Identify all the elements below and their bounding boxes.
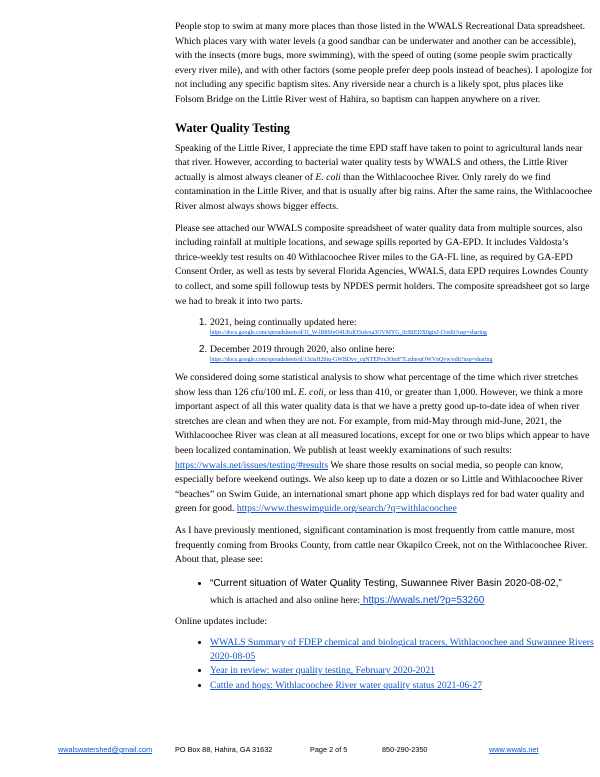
- report-list: [175, 575, 594, 609]
- paragraph-text: We share those results on social media, so people can know, especially before weekend outings. We also keep up to date a dozen or so Little and Withlacoochee River “beaches” on Swim Guide, an international smart phone app which displays red for bad water quality and green for good.: [175, 459, 585, 515]
- paragraph-little-river: [175, 142, 594, 215]
- report-note: which is attached and also online here:: [210, 594, 361, 606]
- list-item-label: 2021, being continually updated here:: [210, 317, 357, 329]
- page-footer: [58, 745, 600, 759]
- report-link[interactable]: https://wwals.net/?p=53260: [360, 594, 485, 606]
- list-item: [210, 316, 594, 338]
- section-heading: Water Quality Testing: [175, 120, 290, 135]
- paragraph-text: than the Withlacoochee River. Only rarely do we find contamination in the Little River, and that is usually after big rains. After the same rains, the Withlacoochee River almost always shows bigger effects.: [175, 171, 593, 212]
- list-item: [210, 664, 594, 678]
- spreadsheet-2019-2020-link[interactable]: https://docs.google.com/spreadsheets/d/13ctsH20iq-GWBDvv_cqNTEPvx3OmF7LzdnoqOWVnQvw/edit?usp=sharing: [210, 357, 493, 364]
- list-item-label: December 2019 through 2020, also online here:: [210, 344, 395, 356]
- updates-list: [175, 636, 594, 692]
- paragraph-swimming: People stop to swim at many more places than those listed in the WWALS Recreational Data spreadsheet. Which places vary with water levels (a good sandbar can be underwater and another can be accessible), with the insects (more bugs, more swimming), with the speed of outing (some people swim practically every river mile), and with other factors (some people prefer deep pools instead of beaches). I apologize for not including any specific baptism sites. Any riverside near a church is a likely spot, plus places like Folsom Bridge on the Little River west of Hahira, so baptism can happen anywhere on a river.: [175, 21, 593, 105]
- footer-page-number: Page 2 of 5: [310, 745, 348, 754]
- list-item: [210, 343, 594, 365]
- update-link-fdep-summary[interactable]: WWALS Summary of FDEP chemical and biological tracers, Withlacoochee and Suwannee Rivers 2020-08-05: [210, 637, 594, 662]
- testing-results-link[interactable]: https://wwals.net/issues/testing/#results: [175, 459, 329, 471]
- update-link-cattle-hogs[interactable]: Cattle and hogs: Withlacoochee River water quality status 2021-06-27: [210, 679, 483, 691]
- update-link-year-in-review[interactable]: Year in review: water quality testing, February 2020-2021: [210, 665, 436, 677]
- paragraph-text: We considered doing some statistical analysis to show what percentage of the time which river stretches show less than 126 cfu/100 mL: [175, 372, 579, 398]
- list-item: [210, 575, 594, 609]
- spreadsheet-2021-link[interactable]: https://docs.google.com/spreadsheets/d/1I_W-lB8SfeO4UKdO5ufexa3OVMYG_0cBIEDX0gixJ-O/edit?usp=sharing: [210, 330, 487, 337]
- report-title: “Current situation of Water Quality Testing, Suwannee River Basin 2020-08-02,”: [210, 577, 562, 589]
- paragraph-updates-intro: Online updates include:: [175, 615, 268, 627]
- paragraph-spreadsheet: Please see attached our WWALS composite spreadsheet of water quality data from multiple sources, also including rainfall at multiple locations, and sewage spills reported by GA-EPD. It includes Valdosta’s thrice-weekly test results on 40 Withlacoochee River miles to the GA-FL line, as required by GA-EPD Consent Order, as well as tests by several Florida Agencies, WWALS, data EPD requires Lowndes County to collect, and some spill followup tests by NPDES permit holders. The composite spreadsheet got so large we had to break it into two parts.: [175, 222, 590, 307]
- paragraph-text: or less than 410, or greater than 1,000. However, we think a more important aspect of all this water quality data is that we have a pretty good up-to-date idea of when river stretches are clean and when they are not. For example, from mid-May through mid-June, 2021, the Withlacoochee River was clean at all measured locations, except for one or two blips which appear to have been localized contamination. We publish at least weekly examinations of such results:: [175, 386, 590, 457]
- list-item: [210, 636, 594, 663]
- paragraph-text: Speaking of the Little River, I appreciate the time EPD staff have taken to point to agricultural lands near that river. However, according to bacterial water quality tests by WWALS and others, the Little River actually is almost always cleaner of: [175, 142, 583, 183]
- footer-email-link[interactable]: wwalswatershed@gmail.com: [58, 745, 153, 754]
- spreadsheet-list: [175, 316, 594, 365]
- list-item: [210, 679, 594, 693]
- ecoli-term: E. coli,: [298, 386, 327, 398]
- paragraph-statistics: [175, 371, 594, 517]
- swim-guide-link[interactable]: https://www.theswimguide.org/search/?q=withlacoochee: [236, 503, 457, 515]
- footer-website-link[interactable]: www.wwals.net: [489, 745, 539, 754]
- paragraph-contamination: As I have previously mentioned, significant contamination is most frequently from cattle manure, most frequently coming from Brooks County, from cattle near Okapilco Creek, not on the Withlacoochee River. About that, please see:: [175, 525, 588, 566]
- footer-phone: 850-290-2350: [382, 745, 428, 754]
- ecoli-term: E. coli: [315, 171, 341, 183]
- footer-address: PO Box 88, Hahira, GA 31632: [175, 745, 273, 754]
- document-body: [175, 20, 594, 693]
